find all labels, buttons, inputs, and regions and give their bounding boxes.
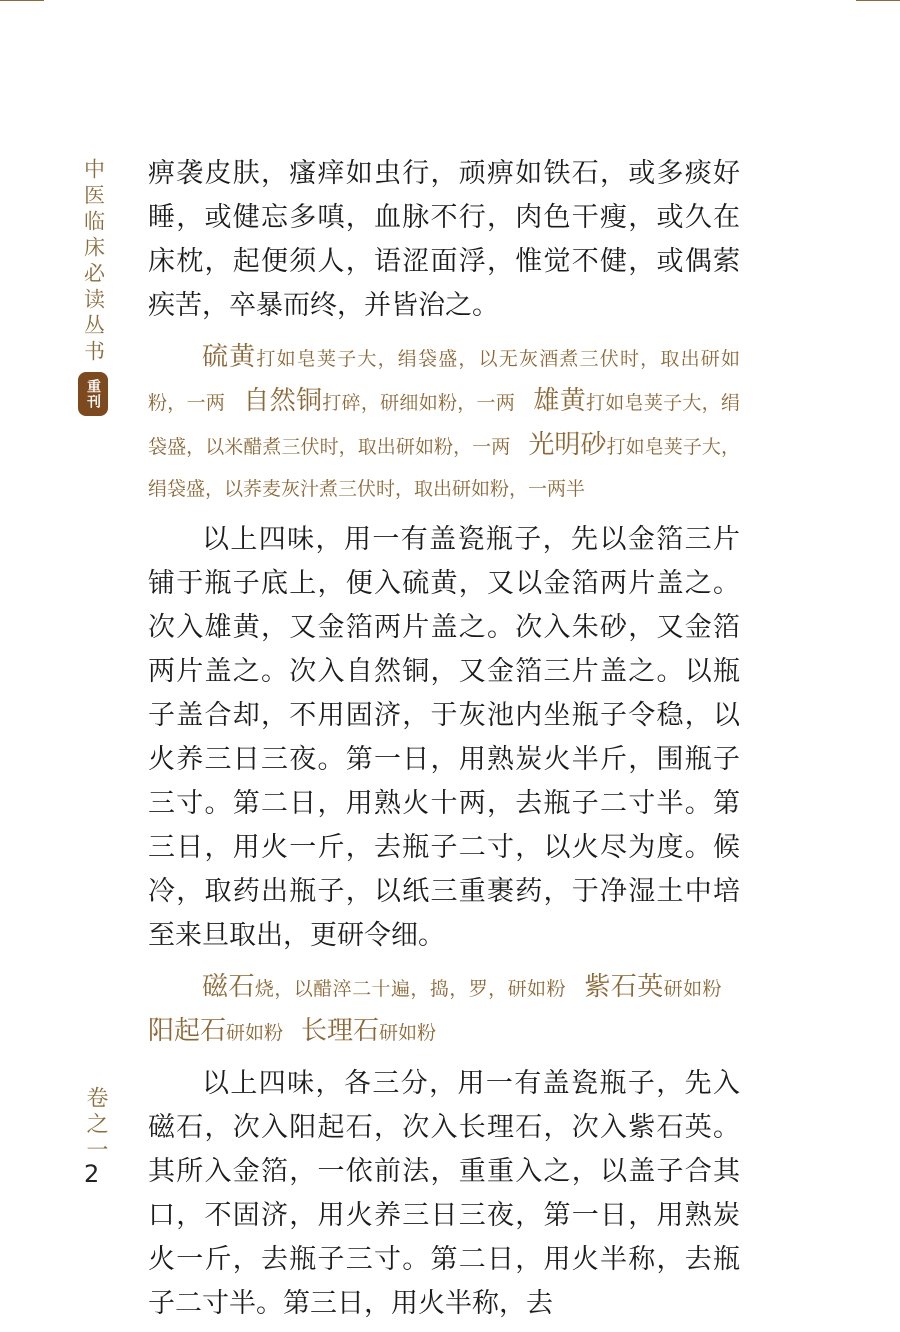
page-number: 2 bbox=[84, 1160, 100, 1188]
herb-note: 打碎，研细如粉，一两 bbox=[322, 392, 516, 414]
herb-note: 烧，以醋淬二十遍，捣，罗，研如粉 bbox=[254, 978, 566, 1000]
seal-mark: 重刊 bbox=[78, 372, 108, 416]
herb-name: 光明砂 bbox=[528, 430, 607, 460]
top-rule-right bbox=[856, 0, 900, 1]
volume-label: 卷之一 bbox=[83, 1086, 108, 1164]
recipe-block-1 bbox=[148, 336, 740, 510]
page-body bbox=[148, 152, 740, 1326]
herb-note: 研如粉 bbox=[663, 978, 722, 1000]
herb-name: 自然铜 bbox=[243, 386, 323, 416]
herb-name: 阳起石 bbox=[148, 1016, 227, 1046]
paragraph-method-2: 以上四味，各三分，用一有盖瓷瓶子，先入磁石，次入阳起石，次入长理石，次入紫石英。其所入金箔，一依前法，重重入之，以盖子合其口，不固济，用火养三日三夜，第一日，用熟炭火一斤，去瓶子三寸。第二日，用火半称，去瓶子二寸半。第三日，用火半称，去 bbox=[148, 1068, 740, 1319]
herb-note: 打如皂荚子大，绢袋盛，以无灰酒煮三伏时，取出研如粉，一两 bbox=[148, 348, 740, 414]
herb-note: 打如皂荚子大，绢袋盛，以米醋煮三伏时，取出研如粉，一两 bbox=[148, 392, 740, 458]
herb-name: 紫石英 bbox=[583, 972, 664, 1002]
herb-name: 硫黄 bbox=[202, 342, 257, 372]
herb-note: 打如皂荚子大，绢袋盛，以荞麦灰汁煮三伏时，取出研如粉，一两半 bbox=[148, 436, 740, 500]
herb-note: 研如粉 bbox=[379, 1022, 437, 1044]
herb-name: 磁石 bbox=[202, 972, 255, 1002]
recipe-block-2 bbox=[148, 966, 740, 1054]
herb-name: 雄黄 bbox=[533, 386, 586, 416]
herb-note: 研如粉 bbox=[226, 1022, 284, 1044]
series-title: 中医临床必读丛书 bbox=[81, 158, 106, 366]
paragraph-method-1: 以上四味，用一有盖瓷瓶子，先以金箔三片铺于瓶子底上，便入硫黄，又以金箔两片盖之。次入雄黄，又金箔两片盖之。次入朱砂，又金箔两片盖之。次入自然铜，又金箔三片盖之。以瓶子盖合却，不用固济，于灰池内坐瓶子令稳，以火养三日三夜。第一日，用熟炭火半斤，围瓶子三寸。第二日，用熟火十两，去瓶子二寸半。第三日，用火一斤，去瓶子二寸，以火尽为度。候冷，取药出瓶子，以纸三重裹药，于净湿土中培至来旦取出，更研令细。 bbox=[148, 524, 740, 951]
top-rule-left bbox=[0, 0, 44, 1]
herb-name: 长理石 bbox=[301, 1016, 380, 1046]
running-header bbox=[76, 158, 110, 416]
paragraph-continuation: 痹袭皮肤，瘙痒如虫行，顽痹如铁石，或多痰好睡，或健忘多嗔，血脉不行，肉色干瘦，或久在床枕，起便须人，语涩面浮，惟觉不健，或偶萦疾苦，卒暴而终，并皆治之。 bbox=[148, 158, 740, 321]
